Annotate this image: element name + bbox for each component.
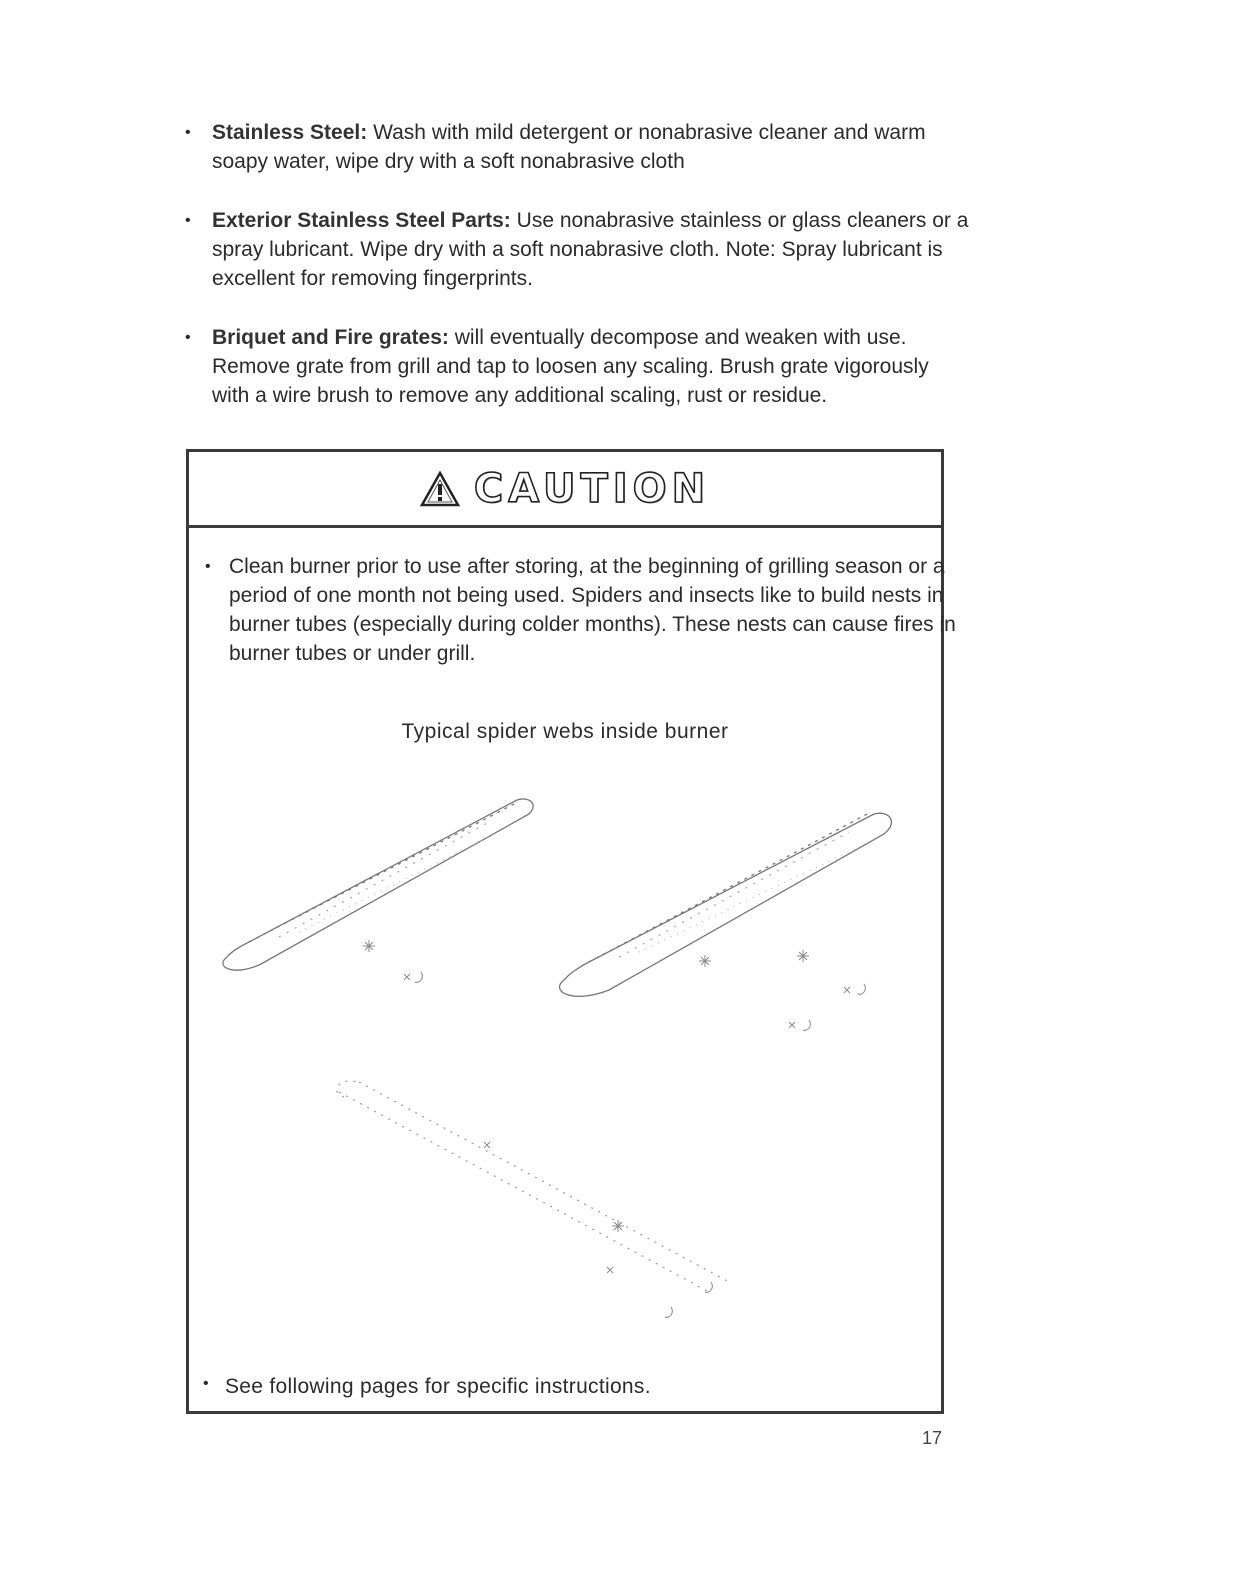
caution-header (189, 452, 941, 528)
bullet-dot: • (205, 558, 211, 575)
caution-footer (199, 1375, 651, 1399)
bullet-dot: • (185, 212, 191, 229)
item-term: Exterior Stainless Steel Parts: (212, 209, 511, 232)
item-term: Briquet and Fire grates: (212, 326, 449, 349)
list-item (180, 323, 970, 410)
item-term: Stainless Steel: (212, 121, 368, 144)
spider-web-mark (363, 940, 422, 982)
caution-body-text: Clean burner prior to use after storing, at the beginning of grilling season or a period of one month not being used. Spiders and insects like to build nests in burner tubes (especially during colder months). These nests can cause fires in burner tubes or under grill. (229, 555, 956, 665)
burner-tube-right (560, 812, 892, 996)
list-item (180, 206, 970, 293)
caution-title: CAUTION (473, 465, 711, 512)
list-item (180, 118, 970, 176)
bullet-dot: • (185, 329, 191, 346)
burner-illustration (189, 752, 941, 1352)
item-text: Wash with mild detergent or nonabrasive cleaner and warm soapy water, wipe dry with a soft nonabrasive cloth (212, 121, 926, 173)
burner-tube-bottom (337, 1081, 729, 1292)
burner-tube-left (223, 799, 533, 970)
item-text: Use nonabrasive stainless or glass cleaners or a spray lubricant. Wipe dry with a soft nonabrasive cloth. Note: Spray lubricant is excellent for removing fingerprints. (212, 209, 969, 290)
bullet-dot: • (203, 1375, 209, 1392)
bullet-dot: • (185, 124, 191, 141)
warning-triangle-icon (420, 471, 460, 507)
figure-caption: Typical spider webs inside burner (401, 720, 729, 743)
cleaning-instructions-list (180, 118, 970, 440)
caution-text (203, 552, 959, 668)
footer-text: See following pages for specific instructions. (225, 1375, 651, 1398)
caution-box (186, 449, 956, 1414)
item-text: will eventually decompose and weaken with use. Remove grate from grill and tap to loosen any scaling. Brush grate vigorously with a wire brush to remove any additional scaling, rust or residue. (212, 326, 929, 407)
spider-web-mark (484, 1142, 712, 1317)
page-number: 17 (922, 1428, 943, 1448)
spider-web-mark (699, 950, 865, 1030)
